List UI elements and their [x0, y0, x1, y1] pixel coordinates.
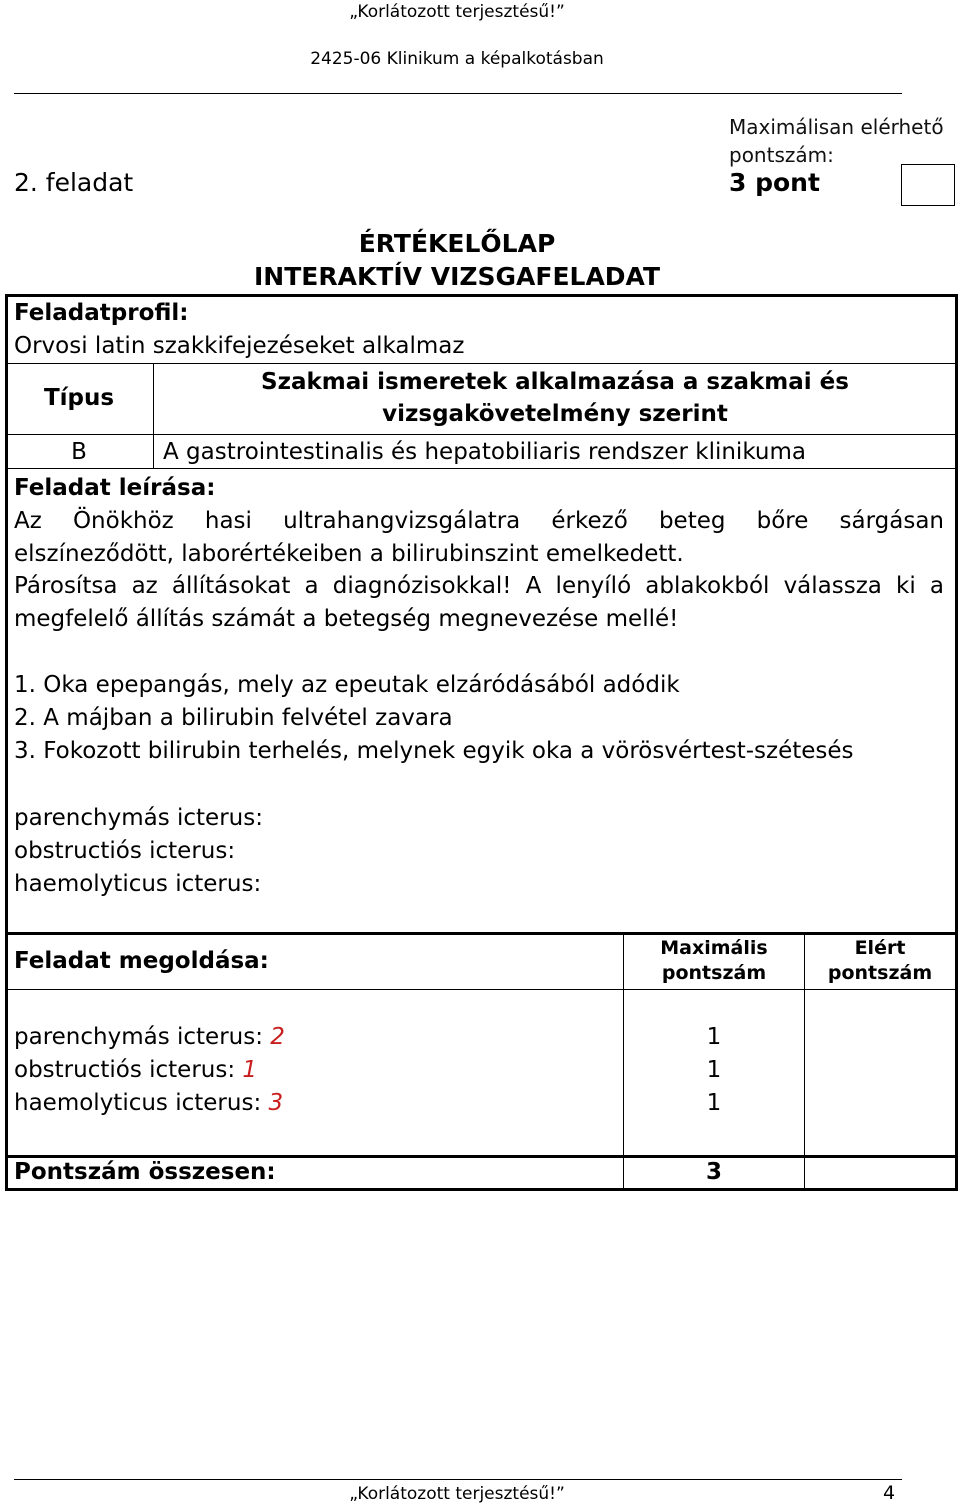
exam-code: 2425-06 Klinikum a képalkotásban [310, 49, 604, 69]
col-got-line-1: Elért [854, 937, 906, 959]
col-got-line-2: pontszám [827, 962, 933, 984]
score-box [901, 164, 955, 206]
solution-label: Feladat megoldása: [14, 948, 269, 974]
type-label: Típus [43, 385, 115, 411]
solution-row-2-answer: 1 [242, 1057, 258, 1083]
description-line-4: megfelelő állítás számát a betegség megnevezése mellé! [14, 606, 679, 632]
description-label: Feladat leírása: [14, 475, 216, 501]
total-max: 3 [705, 1159, 722, 1185]
description-line-3: Párosítsa az állításokat a diagnózisokkal! A lenyíló ablakokból válassza ki a [14, 573, 944, 599]
col-max-line-2: pontszám [661, 962, 767, 984]
title-line-2: INTERAKTÍV VIZSGAFELADAT [253, 262, 661, 291]
solution-row-3 [14, 1090, 283, 1116]
solution-header-divider [5, 989, 958, 990]
diagnosis-haemolyticus: haemolyticus icterus: [14, 871, 262, 897]
col-max-line-1: Maximális [660, 937, 768, 959]
restricted-header: „Korlátozott terjesztésű!” [349, 2, 565, 22]
solution-row-3-answer: 3 [268, 1090, 284, 1116]
total-label: Pontszám összesen: [14, 1159, 276, 1185]
description-line-2: elszíneződött, laborértékeiben a bilirubinszint emelkedett. [14, 541, 684, 567]
solution-row-3-max: 1 [706, 1090, 722, 1116]
type-code: B [71, 439, 87, 465]
statement-2: 2. A májban a bilirubin felvétel zavara [14, 705, 453, 731]
diagnosis-obstructios: obstructiós icterus: [14, 838, 236, 864]
max-label-2: pontszám: [729, 143, 834, 167]
title-line-1: ÉRTÉKELŐLAP [358, 229, 556, 258]
solution-row-2 [14, 1057, 257, 1083]
solution-row-1 [14, 1024, 285, 1050]
page-number: 4 [883, 1482, 896, 1504]
box-top-border [5, 294, 958, 297]
description-line-1: Az Önökhöz hasi ultrahangvizsgálatra érkező beteg bőre sárgásan [14, 508, 944, 534]
solution-row-2-label: obstructiós icterus: [14, 1057, 236, 1083]
solution-row-1-answer: 2 [270, 1024, 285, 1050]
profile-label: Feladatprofil: [14, 300, 189, 326]
solution-row-1-label: parenchymás icterus: [14, 1024, 263, 1050]
statement-3: 3. Fokozott bilirubin terhelés, melynek egyik oka a vörösvértest-szétesés [14, 738, 854, 764]
task-number: 2. feladat [14, 168, 134, 197]
type-heading-2: vizsgakövetelmény szerint [382, 401, 728, 427]
diagnosis-parenchymas: parenchymás icterus: [14, 805, 263, 831]
max-label-1: Maximálisan elérhető [729, 115, 944, 139]
footer-rule [14, 1479, 902, 1480]
type-divider [5, 434, 958, 435]
type-heading-1: Szakmai ismeretek alkalmazása a szakmai és [261, 369, 849, 395]
total-divider [5, 1155, 958, 1158]
restricted-footer: „Korlátozott terjesztésű!” [349, 1484, 565, 1504]
statement-1: 1. Oka epepangás, mely az epeutak elzáródásából adódik [14, 672, 680, 698]
solution-left-border [5, 932, 8, 1190]
header-rule [14, 93, 902, 94]
description-divider [5, 468, 958, 469]
max-points: 3 pont [729, 168, 820, 197]
solution-bottom-border [5, 1188, 958, 1191]
solution-row-1-max: 1 [706, 1024, 722, 1050]
profile-divider [5, 363, 958, 364]
solution-row-3-label: haemolyticus icterus: [14, 1090, 262, 1116]
solution-top-border [5, 932, 958, 935]
solution-row-2-max: 1 [706, 1057, 722, 1083]
profile-value: Orvosi latin szakkifejezéseket alkalmaz [14, 333, 465, 359]
solution-right-border [955, 932, 958, 1190]
type-description: A gastrointestinalis és hepatobiliaris rendszer klinikuma [163, 439, 807, 465]
